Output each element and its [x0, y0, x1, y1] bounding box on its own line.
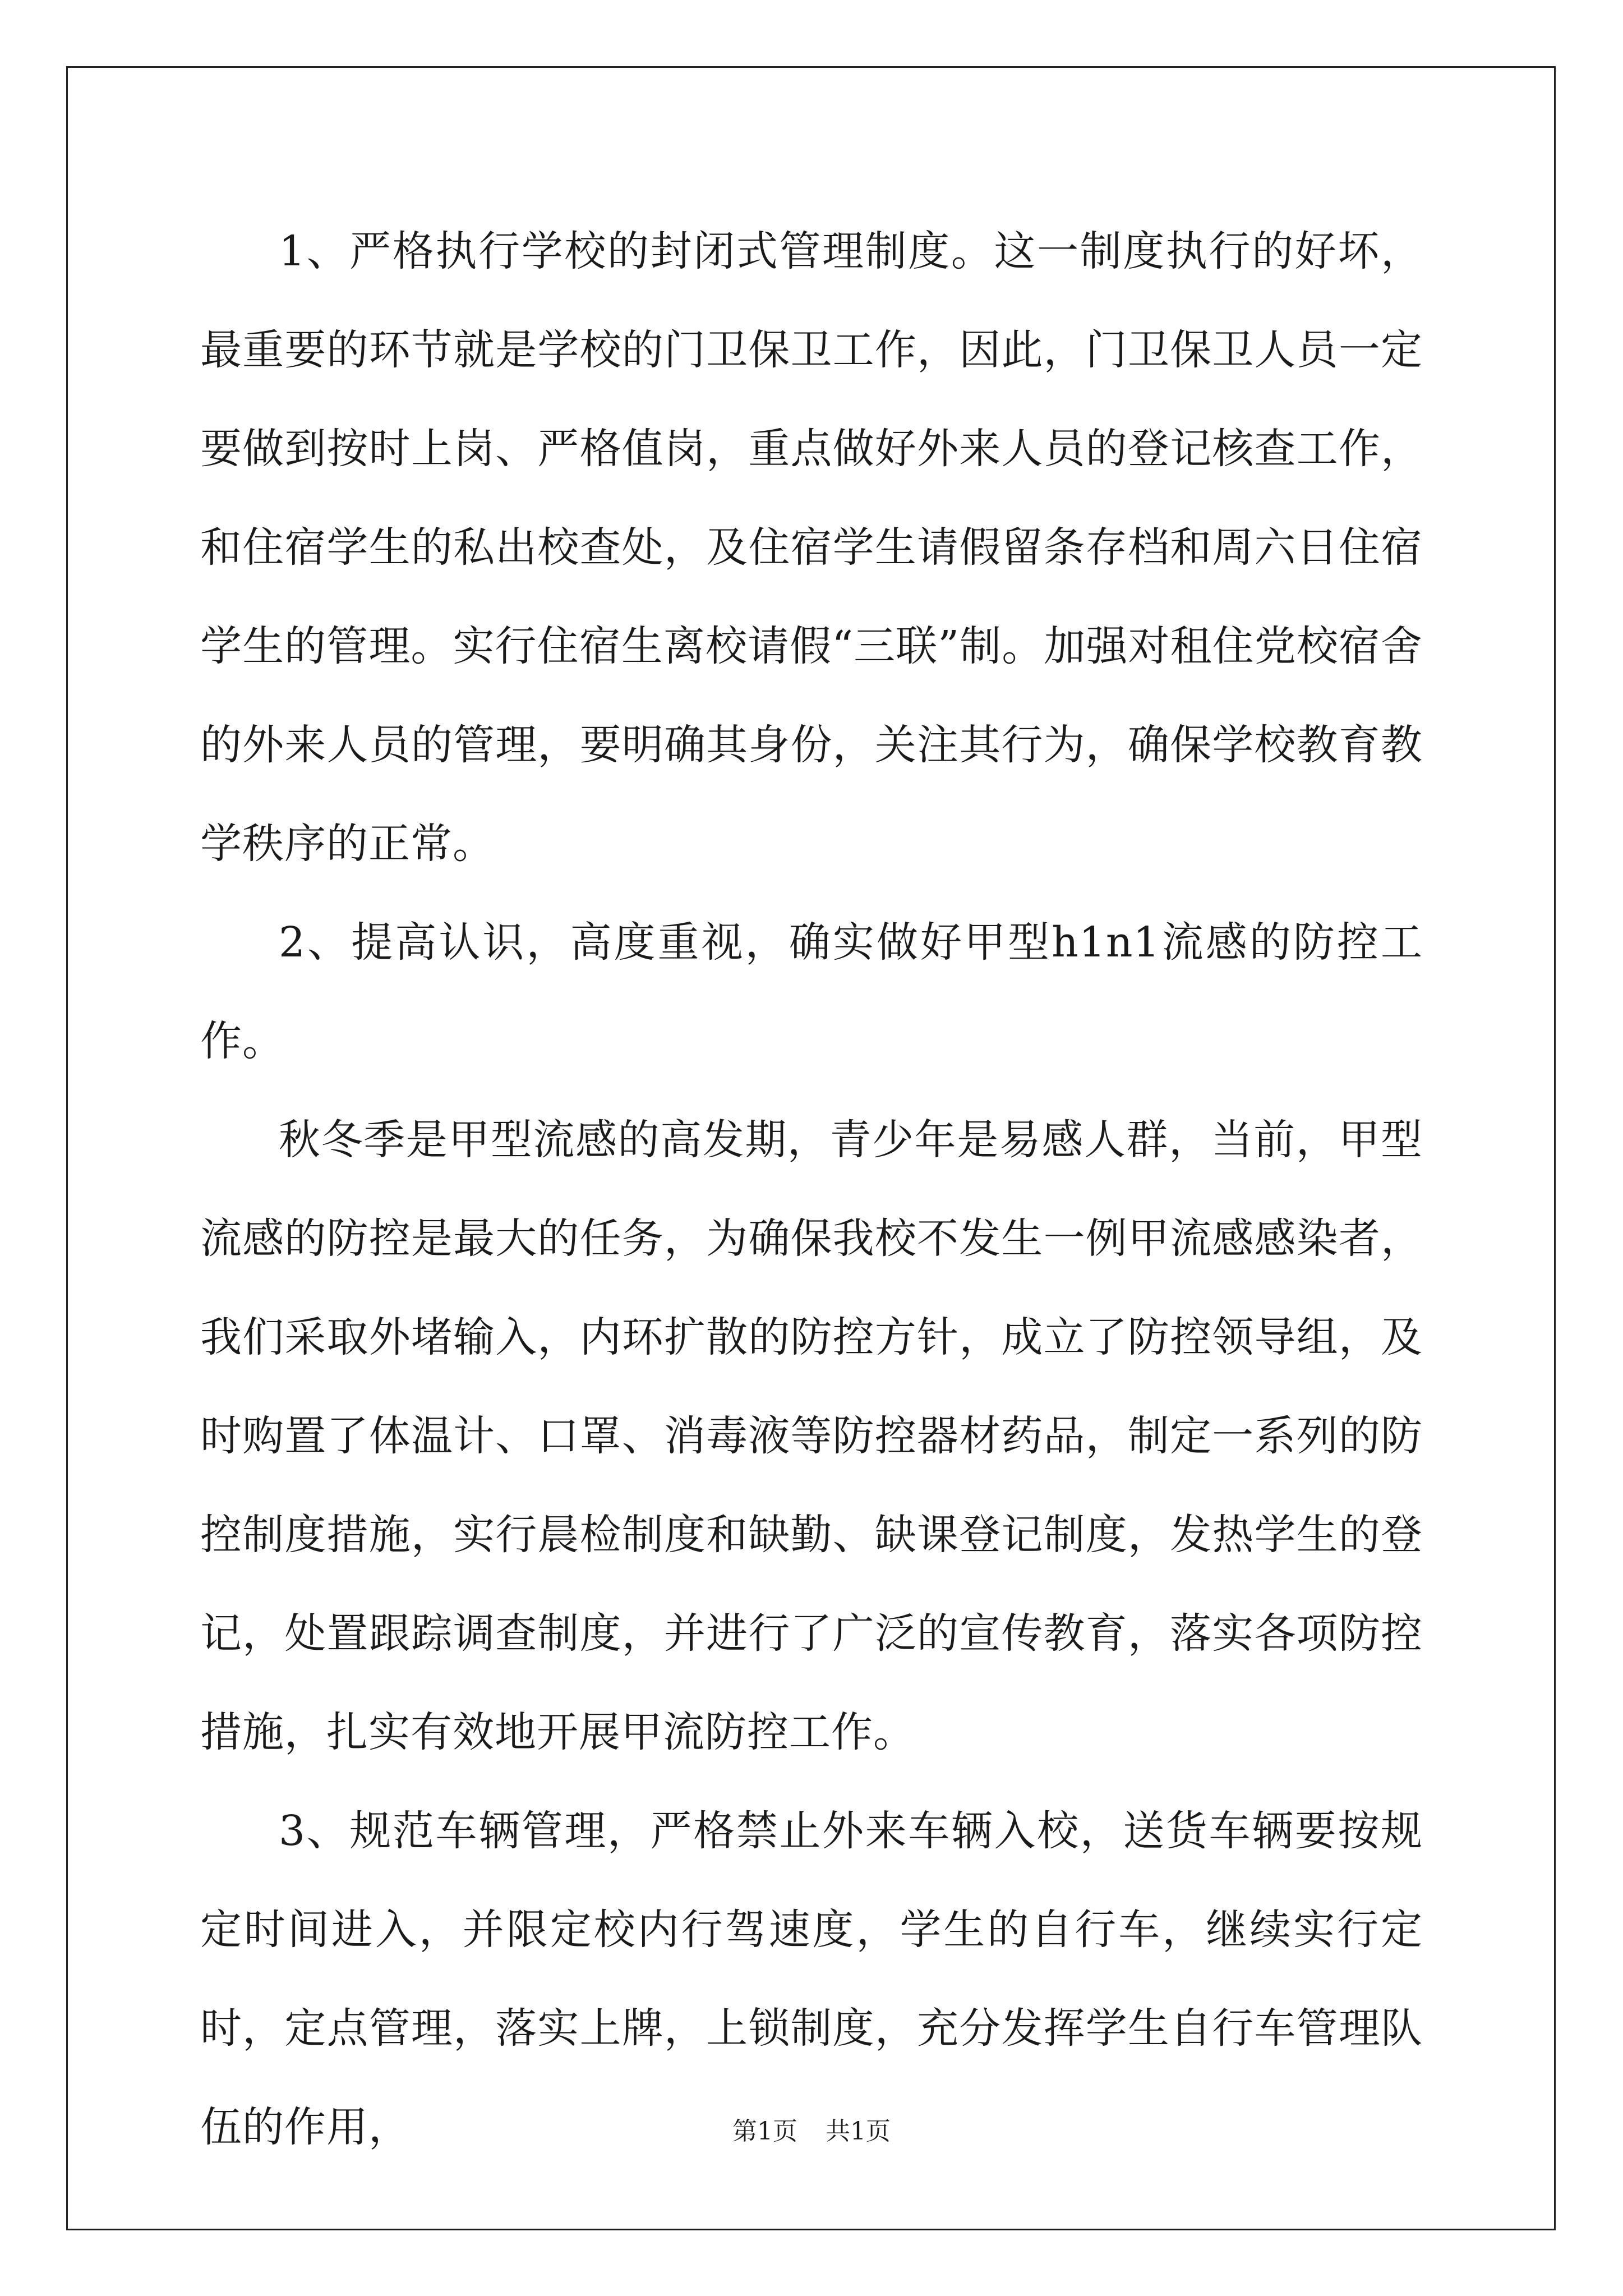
paragraph-2: 2、提高认识，高度重视，确实做好甲型h1n1流感的防控工作。 [200, 918, 1423, 1065]
paragraph-4: 3、规范车辆管理，严格禁止外来车辆入校，送货车辆要按规定时间进入，并限定校内行驾速度，学生的自行车，继续实行定时，定点管理，落实上牌，上锁制度，充分发挥学生自行车管理队伍的作用， [200, 1807, 1423, 2151]
page-footer [0, 2115, 1623, 2148]
page-number: 第1页 [732, 2117, 797, 2146]
paragraph-3: 秋冬季是甲型流感的高发期，青少年是易感人群，当前，甲型流感的防控是最大的任务，为确保我校不发生一例甲流感感染者，我们采取外堵输入，内环扩散的防控方针，成立了防控领导组，及时购置了体温计、口罩、消毒液等防控器材药品，制定一系列的防控制度措施，实行晨检制度和缺勤、缺课登记制度，发热学生的登记，处置跟踪调查制度，并进行了广泛的宣传教育，落实各项防控措施，扎实有效地开展甲流防控工作。 [200, 1116, 1423, 1756]
document-body [200, 202, 1423, 2177]
paragraph-1: 1、严格执行学校的封闭式管理制度。这一制度执行的好坏，最重要的环节就是学校的门卫保卫工作，因此，门卫保卫人员一定要做到按时上岗、严格值岗，重点做好外来人员的登记核查工作，和住宿学生的私出校查处，及住宿学生请假留条存档和周六日住宿学生的管理。实行住宿生离校请假“三联”制。加强对租住党校宿舍的外来人员的管理，要明确其身份，关注其行为，确保学校教育教学秩序的正常。 [200, 227, 1423, 868]
page-total: 共1页 [826, 2117, 891, 2146]
